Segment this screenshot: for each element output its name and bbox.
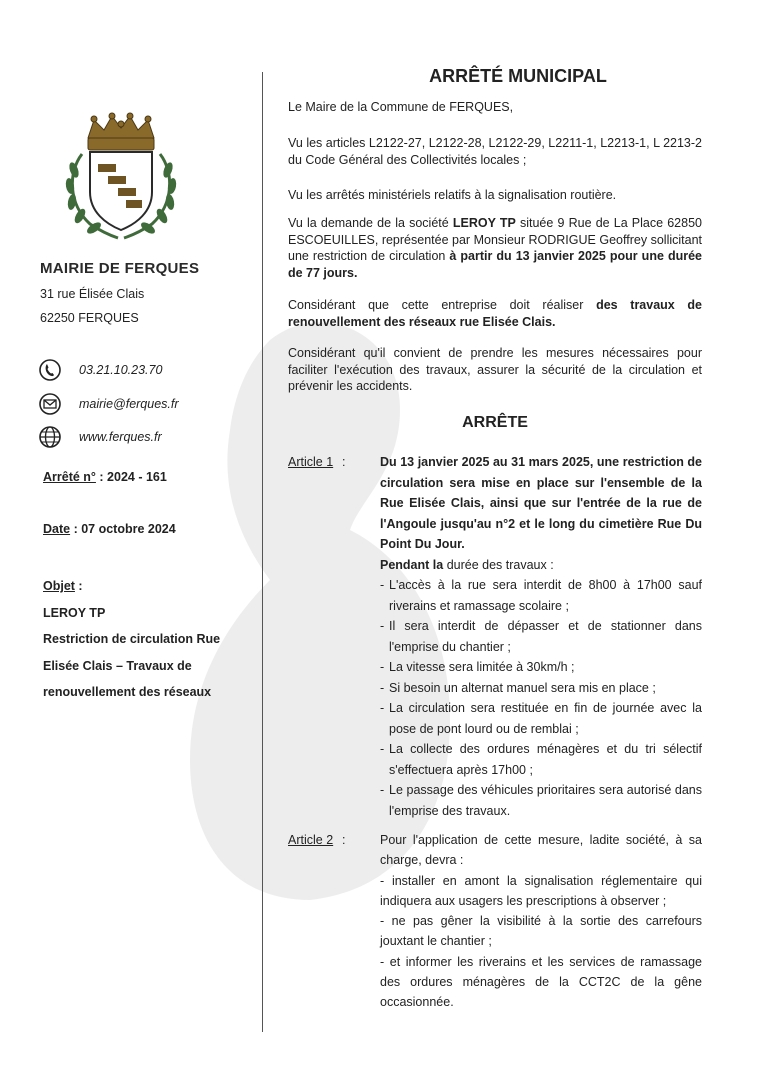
website-url[interactable]: www.ferques.fr [79,430,162,444]
article-2-intro: Pour l'application de cette mesure, ladite société, à sa charge, devra : [380,833,702,868]
list-item: - installer en amont la signalisation réglementaire qui indiquera aux usagers les prescriptions à observer ; [380,873,702,908]
list-item: - La collecte des ordures ménagères et du tri sélectif s'effectuera après 17h00 ; [380,739,702,780]
document-title: ARRÊTÉ MUNICIPAL [429,66,607,86]
arrete-number-label: Arrêté n° [43,470,96,484]
address-line-2: 62250 FERQUES [40,311,139,325]
address-line-1: 31 rue Élisée Clais [40,287,145,301]
vu-arretes-paragraph: Vu les arrêtés ministériels relatifs à la signalisation routière. [288,188,617,202]
article-2-colon: : [342,833,346,847]
globe-icon [38,425,62,449]
objet-label: Objet [43,579,75,593]
objet-colon: : [74,579,83,593]
article-1-intro: Du 13 janvier 2025 au 31 mars 2025, une restriction de circulation sera mise en place sur l'ensemble de la Rue Elisée Clais, ainsi que sur l'entrée de la rue de l'Angoule jusqu'au n°2 et le long du cimetière Rue Du Point Du Jour. [380,455,702,551]
objet-line-1: LEROY TP [43,605,106,620]
arrete-heading: ARRÊTE [462,414,528,431]
phone-number: 03.21.10.23.70 [79,363,163,377]
list-item: - La vitesse sera limitée à 30km/h ; [380,657,702,678]
arrete-number [43,470,167,484]
phone-icon [38,358,62,382]
article-1-label: Article 1 [288,455,334,469]
intro-paragraph: Le Maire de la Commune de FERQUES, [288,100,514,114]
municipal-crest-icon [60,112,182,240]
objet-line-2: Restriction de circulation Rue Elisée Clais – Travaux de renouvellement des réseaux [43,632,221,699]
date-value: : 07 octobre 2024 [70,522,176,536]
list-item: - Il sera interdit de dépasser et de stationner dans l'emprise du chantier ; [380,616,702,657]
list-item: - ne pas gêner la visibilité à la sortie des carrefours jouxtant le chantier ; [380,914,702,949]
vu-articles-paragraph: Vu les articles L2122-27, L2122-28, L2122-29, L2211-1, L2213-1, L 2213-2 du Code Général des Collectivités locales ; [288,136,702,167]
arrete-date [43,522,176,536]
article-1-colon: : [342,455,346,469]
list-item: - et informer les riverains et les services de ramassage des ordures ménagères de la CCT2C de la gêne occasionnée. [380,954,702,1010]
list-item: - L'accès à la rue sera interdit de 8h00 à 17h00 sauf riverains et ramassage scolaire ; [380,575,702,616]
objet-block [43,573,258,706]
considerant-1-paragraph: Considérant que cette entreprise doit réaliser des travaux de renouvellement des réseaux rue Elisée Clais. [288,298,703,329]
list-item: - Si besoin un alternat manuel sera mis en place ; [380,678,702,699]
list-item: - La circulation sera restituée en fin de journée avec la pose de pont lourd ou de remblai ; [380,698,702,739]
article-2-body [380,830,702,1013]
list-item: - Le passage des véhicules prioritaires sera autorisé dans l'emprise des travaux. [380,780,702,821]
mail-icon [38,392,62,416]
article-1-pendant: Pendant la durée des travaux : [380,557,554,572]
column-divider [262,72,263,1032]
considerant-2-paragraph: Considérant qu'il convient de prendre les mesures nécessaires pour faciliter l'exécution des travaux, assurer la sécurité de la circulation et prévenir les accidents. [288,346,702,393]
phone-contact [38,358,163,382]
mairie-name: MAIRIE DE FERQUES [40,260,200,277]
vu-demande-paragraph: Vu la demande de la société LEROY TP située 9 Rue de La Place 62850 ESCOEUILLES, représentée par Monsieur RODRIGUE Geoffrey sollicitant une restriction de circulation à partir du 13 janvier 2025 pour une durée de 77 jours. [288,216,702,280]
article-1-body [380,452,702,821]
website-contact [38,425,162,449]
email-address[interactable]: mairie@ferques.fr [79,397,179,411]
date-label: Date [43,522,71,536]
sidebar [0,0,262,1086]
email-contact [38,392,179,416]
article-1-list [380,575,702,821]
article-2-label: Article 2 [288,833,334,847]
arrete-number-value: : 2024 - 161 [95,470,167,484]
